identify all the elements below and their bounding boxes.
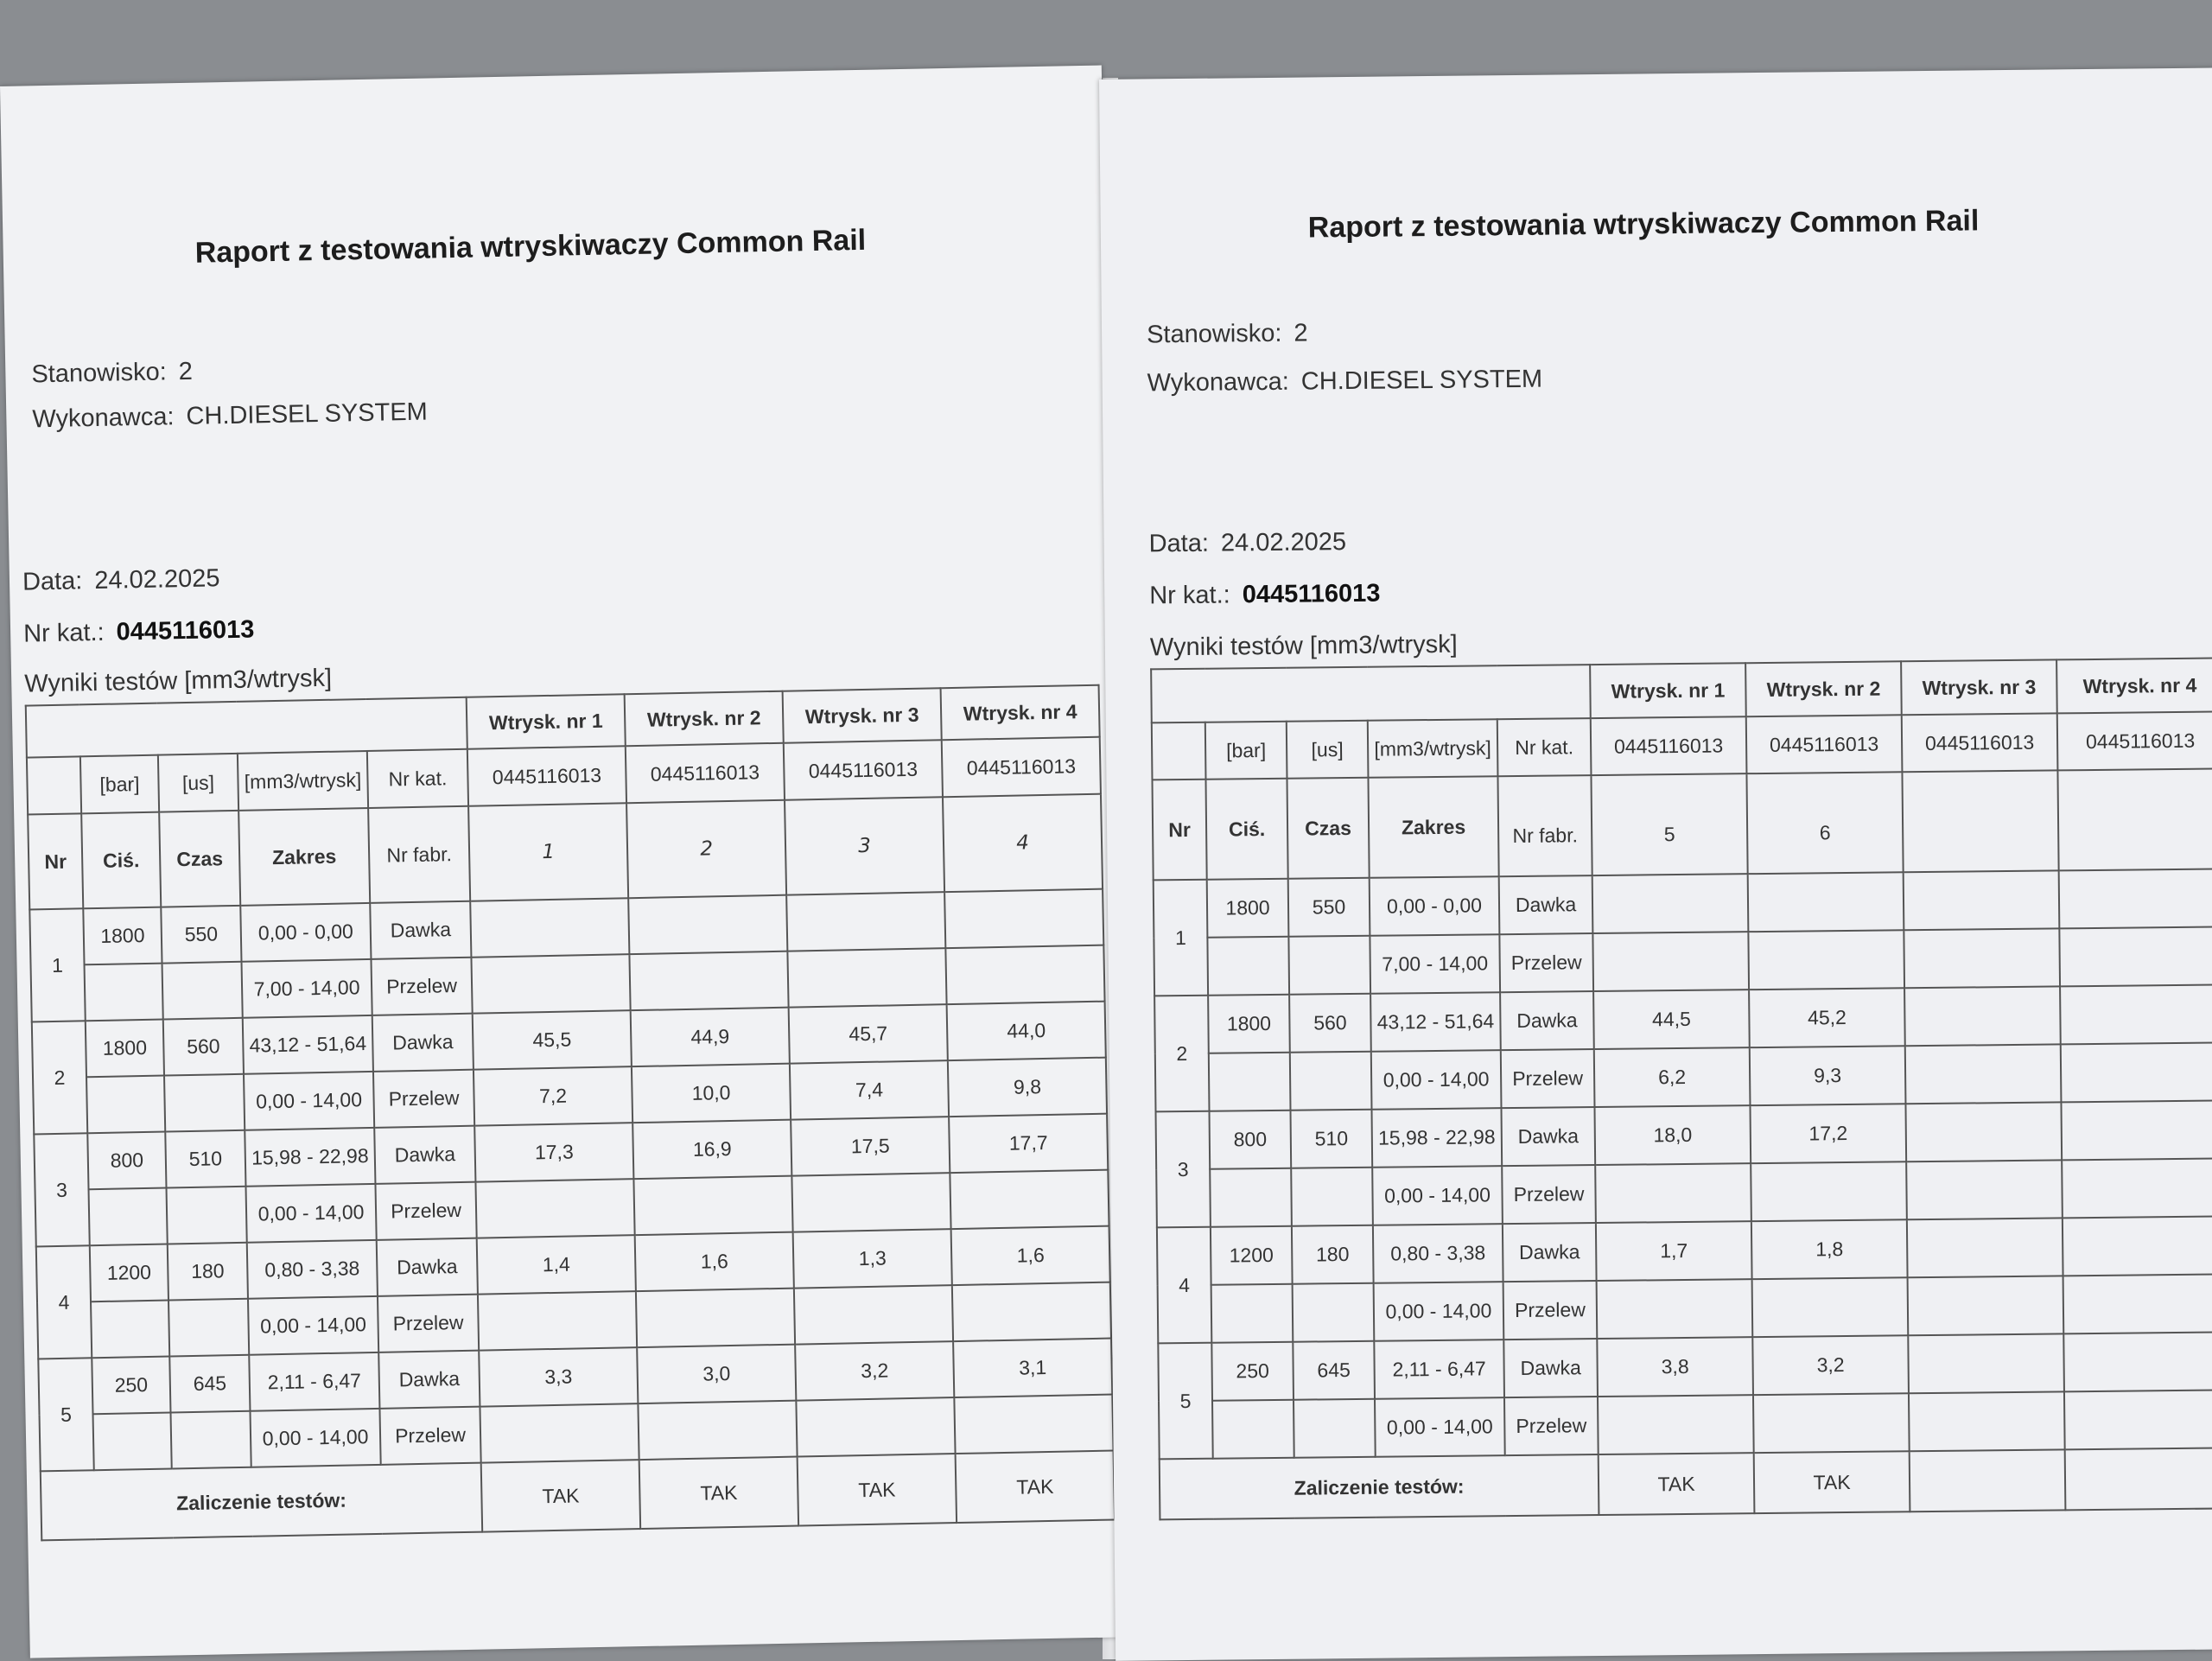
row-dawka-label: Dawka [1500,991,1594,1050]
row-zakres-przelew: 0,00 - 14,00 [245,1184,376,1243]
przelew-value [794,1285,953,1345]
przelew-value [1909,1391,2065,1451]
col-czas: Czas [159,811,240,907]
dawka-value: 1,8 [1751,1219,1908,1279]
row-dawka-label: Dawka [377,1238,478,1296]
row-czas-empty [1291,1168,1373,1226]
row-dawka-label: Dawka [372,1014,474,1072]
unit-bar: [bar] [1205,722,1287,780]
row-cis: 1200 [1211,1226,1293,1285]
row-zakres-dawka: 43,12 - 51,64 [1370,992,1501,1052]
col-nr: Nr [1152,780,1206,881]
przelew-value [1598,1395,1754,1454]
przelew-value [1753,1393,1910,1453]
dawka-value: 3,0 [637,1345,796,1404]
injector-header: Wtrysk. nr 1 [1590,663,1746,718]
stanowisko-value: 2 [1294,319,1308,347]
nrkat-header: Nr kat. [367,749,468,808]
nrkat-label: Nr kat.: [22,618,105,648]
row-zakres-dawka: 0,00 - 0,00 [240,903,371,962]
row-cis-empty [1212,1400,1294,1459]
table-row [1158,1332,2212,1401]
row-cis: 1800 [83,907,162,965]
przelew-value [638,1401,797,1461]
unit-mm3: [mm3/wtrysk] [1368,719,1498,778]
przelew-value [2063,1274,2212,1333]
przelew-value [478,1291,637,1351]
row-czas: 550 [161,906,241,964]
przelew-value [629,951,788,1011]
row-cis-empty [93,1412,172,1470]
row-nr: 3 [34,1133,89,1246]
zaliczenie-value: TAK [956,1451,1116,1523]
row-nr: 3 [1156,1111,1211,1228]
data-line [1148,528,1346,558]
row-zakres-dawka: 2,11 - 6,47 [1374,1340,1504,1399]
row-czas: 510 [165,1130,245,1188]
row-dawka-label: Dawka [1501,1107,1595,1166]
dawka-value: 44,5 [1593,990,1750,1049]
table-row [1159,1390,2212,1459]
unit-mm3: [mm3/wtrysk] [238,751,368,811]
przelew-value [950,1170,1109,1230]
row-nr: 1 [1154,880,1208,996]
przelew-value [636,1289,795,1348]
przelew-value [1597,1279,1753,1339]
wykonawca-line [1147,366,1543,398]
dawka-value: 3,2 [795,1341,954,1401]
row-cis-empty [1210,1168,1292,1227]
zaliczenie-value: TAK [798,1454,957,1525]
przelew-value [796,1397,955,1457]
row-przelew-label: Przelew [379,1407,480,1465]
dawka-value: 16,9 [632,1120,791,1180]
przelew-value [1908,1276,2064,1335]
przelew-value [1751,1161,1907,1221]
row-czas: 510 [1291,1110,1373,1168]
dawka-value: 17,5 [791,1117,950,1176]
table-row [1154,984,2212,1053]
row-dawka-label: Dawka [1503,1223,1597,1282]
row-cis-empty [1207,937,1289,996]
row-przelew-label: Przelew [375,1182,476,1240]
col-cis: Ciś. [1205,779,1287,880]
zaliczenie-value: TAK [639,1457,799,1529]
injector-fabr: 6 [1746,772,1903,874]
row-czas: 560 [163,1018,244,1076]
injector-fabr-handwritten: 1 [468,803,628,901]
row-zakres-dawka: 0,00 - 0,00 [1370,876,1500,936]
przelew-value [1595,1163,1751,1223]
row-dawka-label: Dawka [1503,1339,1598,1397]
row-zakres-przelew: 0,00 - 14,00 [1372,1166,1503,1225]
injector-header: Wtrysk. nr 3 [783,688,942,743]
row-dawka-label: Dawka [378,1351,480,1409]
przelew-value: 7,4 [790,1060,949,1120]
stanowisko-line [1147,319,1308,349]
row-czas-empty [1294,1399,1376,1458]
table-row [1154,869,2212,938]
header-cell [1152,722,1206,780]
injector-kat: 0445116013 [1746,715,1903,773]
report-sheet-left [0,66,1132,1658]
przelew-value [1592,932,1749,991]
injector-header: Wtrysk. nr 4 [2056,658,2212,713]
dawka-value [1904,986,2061,1046]
stanowisko-line [31,358,193,390]
row-przelew-label: Przelew [1501,1049,1595,1108]
dawka-value: 44,0 [947,1002,1106,1061]
row-przelew-label: Przelew [378,1295,479,1352]
col-zakres: Zakres [238,808,370,906]
dawka-value [2060,984,2212,1044]
row-zakres-przelew: 0,00 - 14,00 [1371,1050,1502,1110]
data-value: 24.02.2025 [94,564,220,595]
przelew-value [2061,1042,2212,1102]
przelew-value: 9,3 [1750,1046,1906,1105]
przelew-value: 10,0 [632,1064,791,1123]
przelew-value [1904,928,2060,988]
przelew-value: 7,2 [474,1066,632,1126]
table-row [1158,1274,2212,1343]
row-nr: 4 [36,1245,92,1359]
row-zakres-dawka: 15,98 - 22,98 [1371,1108,1502,1168]
col-cis: Ciś. [81,812,161,909]
dawka-value: 17,2 [1751,1104,1907,1163]
injector-kat: 0445116013 [784,740,943,800]
injector-header: Wtrysk. nr 3 [1901,659,2057,715]
wyniki-label: Wyniki testów [mm3/wtrysk] [1149,630,1458,662]
wykonawca-label: Wykonawca: [32,403,175,434]
row-czas-empty [1293,1283,1375,1342]
dawka-value: 44,9 [631,1008,790,1067]
nrkat-value: 0445116013 [116,615,255,646]
dawka-value [628,895,787,955]
injector-fabr-handwritten: 4 [943,794,1103,892]
report-sheet-right [1099,67,2212,1661]
dawka-value: 18,0 [1595,1105,1751,1165]
row-czas: 180 [1292,1225,1374,1284]
nrkat-line [23,615,255,648]
row-zakres-dawka: 0,80 - 3,38 [1373,1224,1503,1283]
przelew-value [471,954,630,1014]
row-czas-empty [1290,1052,1372,1111]
dawka-value [2059,869,2212,928]
dawka-value [1907,1218,2063,1277]
przelew-value: 9,8 [948,1058,1107,1117]
row-przelew-label: Przelew [371,958,472,1015]
nrkat-header: Nr kat. [1497,718,1592,776]
wyniki-label: Wyniki testów [mm3/wtrysk] [23,664,333,698]
row-czas: 645 [169,1355,250,1413]
wykonawca-value: CH.DIESEL SYSTEM [1300,365,1543,396]
injector-fabr: 5 [1592,773,1748,875]
dawka-value [2063,1332,2212,1391]
row-zakres-przelew: 0,00 - 14,00 [250,1409,380,1467]
zaliczenie-label: Zaliczenie testów: [41,1463,482,1541]
injector-kat: 0445116013 [942,737,1101,798]
stanowisko-value: 2 [178,357,194,386]
row-cis-empty [89,1188,168,1246]
dawka-value: 17,7 [949,1114,1108,1174]
przelew-value: 6,2 [1594,1047,1751,1107]
row-cis: 800 [87,1132,166,1190]
dawka-value: 1,7 [1596,1221,1752,1281]
report-title: Raport z testowania wtryskiwaczy Common Rail [194,223,867,270]
injector-kat: 0445116013 [467,746,626,806]
header-spacer [26,697,467,758]
injector-kat: 0445116013 [2057,711,2212,770]
row-nr: 5 [1158,1343,1212,1460]
row-nr: 2 [32,1021,87,1134]
row-przelew-label: Przelew [1504,1397,1599,1455]
data-value: 24.02.2025 [1220,528,1347,557]
dawka-value: 1,6 [635,1232,794,1292]
row-cis: 1200 [90,1244,168,1302]
dawka-value [1906,1102,2063,1161]
row-przelew-label: Przelew [1499,933,1593,992]
report-title: Raport z testowania wtryskiwaczy Common Rail [1307,204,1980,245]
wykonawca-label: Wykonawca: [1147,367,1289,398]
results-table [25,684,1116,1542]
row-czas: 645 [1293,1341,1375,1400]
nrfabr-header: Nr fabr. [1497,775,1592,876]
przelew-value [787,948,946,1008]
row-zakres-dawka: 0,80 - 3,38 [247,1240,378,1299]
przelew-value [1748,930,1904,990]
table-row [1157,1216,2212,1285]
injector-fabr-handwritten: 3 [785,797,944,894]
dawka-value: 17,3 [474,1123,633,1182]
row-cis-empty [86,1076,165,1134]
row-czas-empty [167,1187,247,1244]
nrfabr-header: Nr fabr. [368,806,470,903]
injector-kat: 0445116013 [1591,716,1747,775]
przelew-value [2062,1158,2212,1218]
row-zakres-przelew: 0,00 - 14,00 [248,1296,378,1355]
dawka-value [1904,870,2060,930]
data-line [22,564,220,596]
table-row [1155,1042,2212,1111]
row-cis: 800 [1210,1111,1292,1169]
zaliczenie-value: TAK [1599,1453,1755,1515]
przelew-value [945,945,1104,1005]
row-cis: 250 [1211,1342,1294,1401]
dawka-value: 45,2 [1749,988,1905,1047]
header-spacer [1151,665,1591,722]
row-cis: 250 [92,1357,170,1415]
stanowisko-label: Stanowisko: [1146,319,1282,349]
zaliczenie-value: TAK [1754,1451,1910,1513]
przelew-value [791,1173,950,1232]
row-nr: 1 [29,908,85,1021]
col-zakres: Zakres [1368,776,1498,878]
row-zakres-przelew: 0,00 - 14,00 [244,1072,374,1130]
zaliczenie-value [2065,1448,2212,1510]
dawka-value: 1,6 [951,1226,1110,1286]
row-czas-empty [1288,936,1370,995]
nrkat-value: 0445116013 [1242,579,1381,609]
unit-bar: [bar] [80,755,159,814]
dawka-value [1592,874,1749,933]
row-czas-empty [162,962,243,1020]
injector-fabr-handwritten: 2 [626,800,786,898]
nrkat-label: Nr kat.: [1149,581,1230,610]
wykonawca-value: CH.DIESEL SYSTEM [186,398,429,430]
row-cis-empty [1209,1053,1291,1111]
wykonawca-line [32,398,428,435]
przelew-value [1752,1277,1909,1337]
injector-header: Wtrysk. nr 4 [941,685,1100,741]
row-cis-empty [91,1301,169,1359]
dawka-value: 45,7 [789,1004,948,1064]
row-czas: 180 [168,1243,248,1301]
row-cis: 1800 [1207,879,1289,938]
row-czas-empty [170,1411,251,1469]
row-przelew-label: Przelew [373,1070,474,1128]
row-dawka-label: Dawka [1499,875,1593,934]
table-row [1156,1100,2212,1169]
row-zakres-dawka: 43,12 - 51,64 [243,1015,373,1074]
dawka-value: 1,4 [477,1235,636,1295]
dawka-value: 3,1 [953,1339,1112,1398]
unit-us: [us] [158,754,238,812]
stanowisko-label: Stanowisko: [31,358,168,389]
dawka-value [1908,1333,2064,1393]
row-zakres-przelew: 7,00 - 14,00 [1370,934,1500,994]
row-zakres-przelew: 0,00 - 14,00 [1375,1397,1505,1457]
injector-header: Wtrysk. nr 2 [1745,661,1902,716]
dawka-value: 3,2 [1752,1335,1909,1395]
row-dawka-label: Dawka [370,901,471,959]
table-row [1156,1158,2212,1227]
row-czas-empty [168,1299,249,1357]
dawka-value [944,889,1103,949]
przelew-value [1906,1160,2063,1219]
dawka-value: 3,8 [1597,1337,1753,1397]
dawka-value: 1,3 [793,1229,952,1289]
przelew-value [2059,926,2212,986]
przelew-value [633,1176,792,1236]
dawka-value: 3,3 [479,1347,638,1407]
row-cis-empty [1211,1284,1294,1343]
dawka-value [2062,1100,2212,1160]
row-cis: 1800 [86,1020,164,1078]
przelew-value [475,1179,634,1238]
data-label: Data: [22,567,83,596]
injector-fabr [2057,768,2212,870]
zaliczenie-value [1910,1449,2066,1511]
row-czas-empty [164,1074,245,1132]
row-dawka-label: Dawka [374,1126,475,1184]
unit-us: [us] [1287,721,1369,779]
przelew-value [1905,1044,2062,1104]
zaliczenie-value: TAK [481,1460,641,1531]
row-zakres-dawka: 15,98 - 22,98 [245,1128,375,1187]
row-nr: 2 [1154,996,1209,1112]
row-czas: 550 [1288,878,1370,937]
przelew-value [2064,1390,2212,1449]
injector-header: Wtrysk. nr 2 [625,691,784,747]
row-przelew-label: Przelew [1503,1281,1598,1340]
dawka-value [2063,1216,2212,1276]
col-czas: Czas [1287,778,1369,879]
przelew-value [954,1395,1113,1454]
results-table [1150,657,2212,1520]
injector-kat: 0445116013 [626,743,785,804]
injector-fabr [1902,770,2058,872]
przelew-value [480,1403,639,1463]
przelew-value [952,1282,1111,1342]
row-zakres-przelew: 0,00 - 14,00 [1374,1282,1504,1341]
data-label: Data: [1148,529,1210,558]
dawka-value [786,892,945,951]
dawka-value [1748,872,1904,932]
header-cell [27,756,81,814]
row-czas: 560 [1289,994,1371,1053]
dawka-value: 45,5 [473,1010,632,1070]
row-nr: 4 [1157,1227,1211,1344]
injector-header: Wtrysk. nr 1 [467,694,626,749]
injector-kat: 0445116013 [1902,713,2058,772]
row-zakres-dawka: 2,11 - 6,47 [249,1352,379,1411]
row-zakres-przelew: 7,00 - 14,00 [241,959,372,1018]
zaliczenie-label: Zaliczenie testów: [1160,1454,1599,1519]
row-nr: 5 [38,1358,93,1471]
row-cis-empty [85,964,163,1021]
row-przelew-label: Przelew [1502,1165,1596,1224]
col-nr: Nr [28,813,83,909]
table-row [1154,926,2212,996]
nrkat-line [1149,580,1380,611]
row-cis: 1800 [1208,995,1290,1053]
dawka-value [470,898,629,958]
